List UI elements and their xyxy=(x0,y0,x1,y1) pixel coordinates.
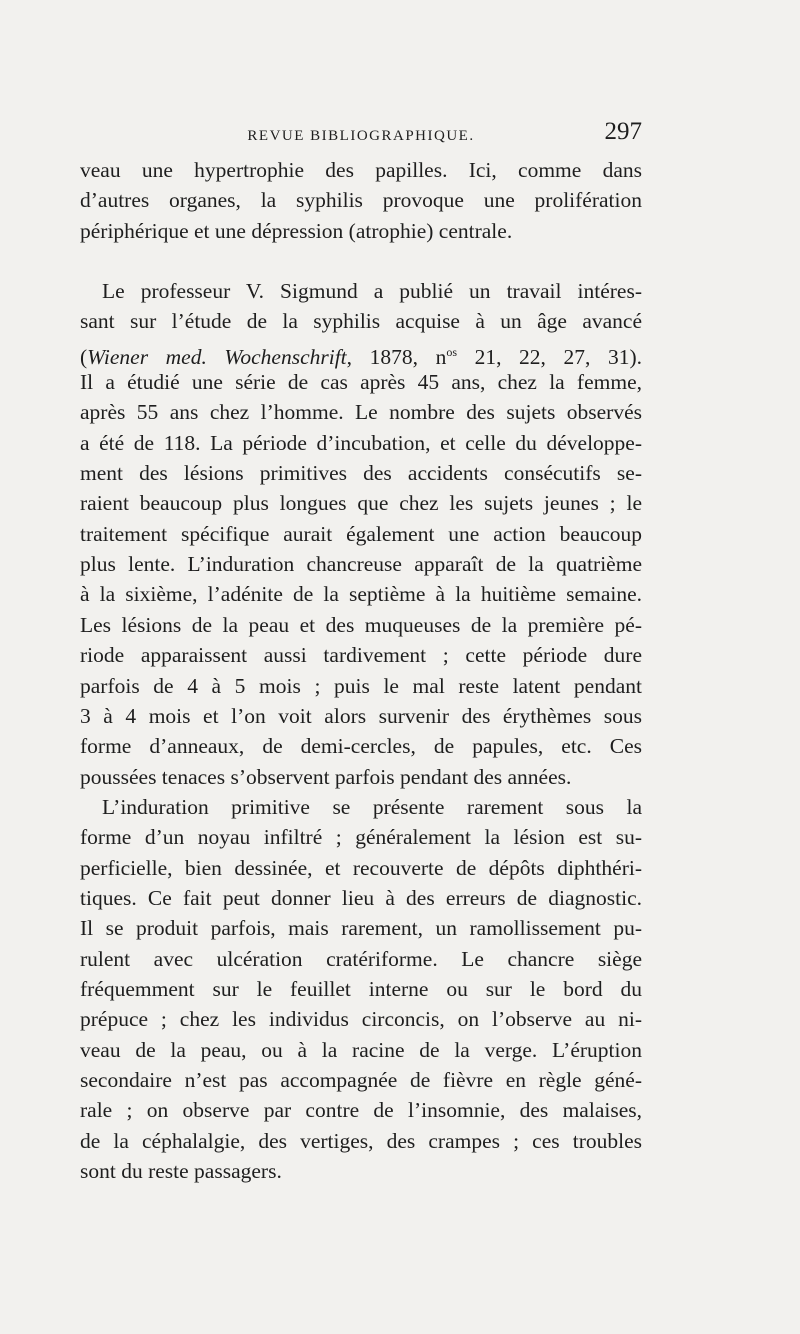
text-line: ment des lésions primitives des accidents consécutifs se- xyxy=(80,461,642,486)
text-line: périphérique et une dépression (atrophie) centrale. xyxy=(80,218,513,243)
text-line: riode apparaissent aussi tardivement ; cette période dure xyxy=(80,643,642,668)
text-line: Il se produit parfois, mais rarement, un ramollissement pu- xyxy=(80,916,642,941)
text-line: sant sur l’étude de la syphilis acquise à un âge avancé xyxy=(80,309,642,334)
text-line: Il a étudié une série de cas après 45 ans, chez la femme, xyxy=(80,370,642,395)
page-number: 297 xyxy=(604,118,642,145)
text-line: veau de la peau, ou à la racine de la verge. L’éruption xyxy=(80,1037,642,1062)
text-line: après 55 ans chez l’homme. Le nombre des sujets observés xyxy=(80,400,642,425)
text-line: forme d’un noyau infiltré ; généralement la lésion est su- xyxy=(80,825,642,850)
text-line: veau une hypertrophie des papilles. Ici, comme dans xyxy=(80,158,642,182)
body-text xyxy=(80,155,642,1186)
text-line: prépuce ; chez les individus circoncis, on l’observe au ni- xyxy=(80,1007,642,1032)
citation-line xyxy=(80,337,642,367)
citation-open-paren: ( xyxy=(80,344,88,369)
text-line: forme d’anneaux, de demi-cercles, de papules, etc. Ces xyxy=(80,734,642,759)
text-line: d’autres organes, la syphilis provoque une prolifération xyxy=(80,188,642,213)
running-title: REVUE BIBLIOGRAPHIQUE. xyxy=(247,128,475,144)
text-line: plus lente. L’induration chancreuse apparaît de la quatrième xyxy=(80,552,642,577)
text-line: traitement spécifique aurait également une action beaucoup xyxy=(80,521,642,546)
text-line: L’induration primitive se présente rarement sous la xyxy=(102,794,642,819)
text-line: rulent avec ulcération cratériforme. Le chancre siège xyxy=(80,946,642,971)
text-line: Le professeur V. Sigmund a publié un travail intéres- xyxy=(102,279,642,304)
text-line: perficielle, bien dessinée, et recouverte de dépôts diphthéri- xyxy=(80,855,642,880)
text-line: poussées tenaces s’observent parfois pendant des années. xyxy=(80,764,572,789)
text-line: secondaire n’est pas accompagnée de fièvre en règle géné- xyxy=(80,1067,642,1092)
journal-title: Wiener med. Wochenschrift xyxy=(87,344,347,369)
text-line: Les lésions de la peau et des muqueuses de la première pé- xyxy=(80,612,642,637)
citation-issues: 21, 22, 27, 31). xyxy=(457,344,642,369)
text-line: de la céphalalgie, des vertiges, des crampes ; ces troubles xyxy=(80,1128,642,1153)
text-line: rale ; on observe par contre de l’insomnie, des malaises, xyxy=(80,1098,642,1123)
text-line: sont du reste passagers. xyxy=(80,1159,282,1183)
text-line: raient beaucoup plus longues que chez les sujets jeunes ; le xyxy=(80,491,642,516)
text-line: tiques. Ce fait peut donner lieu à des erreurs de diagnostic. xyxy=(80,885,642,910)
text-line: 3 à 4 mois et l’on voit alors survenir des érythèmes sous xyxy=(80,703,642,728)
page-header xyxy=(80,118,642,154)
text-line: fréquemment sur le feuillet interne ou sur le bord du xyxy=(80,976,642,1001)
text-line: parfois de 4 à 5 mois ; puis le mal reste latent pendant xyxy=(80,673,642,698)
text-line: à la sixième, l’adénite de la septième à la huitième semaine. xyxy=(80,582,642,607)
text-line: a été de 118. La période d’incubation, et celle du développe- xyxy=(80,430,642,455)
numero-superscript: os xyxy=(446,344,457,359)
paragraph-gap xyxy=(80,246,642,276)
citation-text: , 1878, n xyxy=(346,344,447,369)
